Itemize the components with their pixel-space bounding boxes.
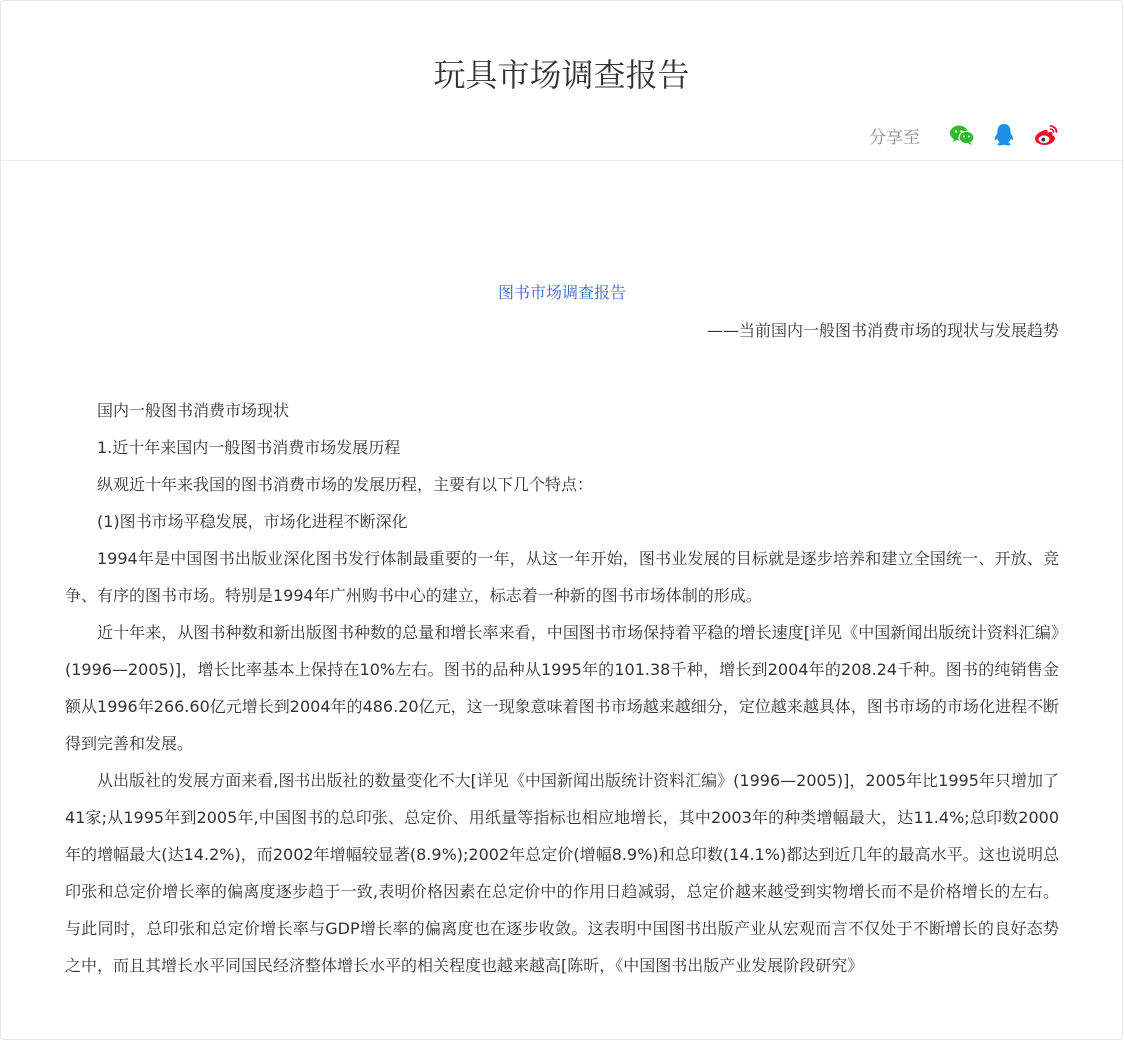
article-paragraph: 纵观近十年来我国的图书消费市场的发展历程，主要有以下几个特点： bbox=[97, 475, 594, 494]
article-content bbox=[1, 282, 1122, 984]
share-bar bbox=[869, 121, 1060, 149]
article-header bbox=[1, 1, 1122, 161]
weibo-icon[interactable] bbox=[1032, 121, 1060, 149]
article-subtitle: ——当前国内一般图书消费市场的现状与发展趋势 bbox=[706, 321, 1059, 340]
article-body bbox=[65, 392, 1059, 984]
wechat-icon[interactable] bbox=[948, 121, 976, 149]
article-paragraph: 1.近十年来国内一般图书消费市场发展历程 bbox=[97, 438, 401, 457]
article-title[interactable]: 图书市场调查报告 bbox=[497, 283, 626, 302]
qq-icon[interactable] bbox=[990, 121, 1018, 149]
article-paragraph: 国内一般图书消费市场现状 bbox=[97, 401, 290, 420]
article-paragraph: (1)图书市场平稳发展，市场化进程不断深化 bbox=[97, 512, 408, 531]
share-label: 分享至 bbox=[869, 127, 920, 148]
page-title: 玩具市场调查报告 bbox=[433, 56, 690, 94]
article-paragraph: 1994年是中国图书出版业深化图书发行体制最重要的一年，从这一年开始，图书业发展的目标就是逐步培养和建立全国统一、开放、竞争、有序的图书市场。特别是1994年广州购书中心的建立，标志着一种新的图书市场体制的形成。 bbox=[65, 549, 1059, 605]
article-paragraph: 近十年来，从图书种数和新出版图书种数的总量和增长率来看，中国图书市场保持着平稳的增长速度[详见《中国新闻出版统计资料汇编》(1996—2005)]，增长比率基本上保持在10%左右。图书的品种从1995年的101.38千种，增长到2004年的208.24千种。图书的纯销售金额从1996年266.60亿元增长到2004年的486.20亿元，这一现象意味着图书市场越来越细分，定位越来越具体，图书市场的市场化进程不断得到完善和发展。 bbox=[65, 623, 1059, 753]
article-paragraph: 从出版社的发展方面来看,图书出版社的数量变化不大[详见《中国新闻出版统计资料汇编》(1996—2005)]，2005年比1995年只增加了41家;从1995年到2005年,中国图书的总印张、总定价、用纸量等指标也相应地增长，其中2003年的种类增幅最大，达11.4%;总印数2000年的增幅最大(达14.2%)，而2002年增幅较显著(8.9%);2002年总定价(增幅8.9%)和总印数(14.1%)都达到近几年的最高水平。这也说明总印张和总定价增长率的偏离度逐步趋于一致,表明价格因素在总定价中的作用日趋减弱，总定价越来越受到实物增长而不是价格增长的左右。与此同时，总印张和总定价增长率与GDP增长率的偏离度也在逐步收敛。这表明中国图书出版产业从宏观而言不仅处于不断增长的良好态势之中，而且其增长水平同国民经济整体增长水平的相关程度也越来越高[陈昕，《中国图书出版产业发展阶段研究》 bbox=[65, 771, 1059, 975]
